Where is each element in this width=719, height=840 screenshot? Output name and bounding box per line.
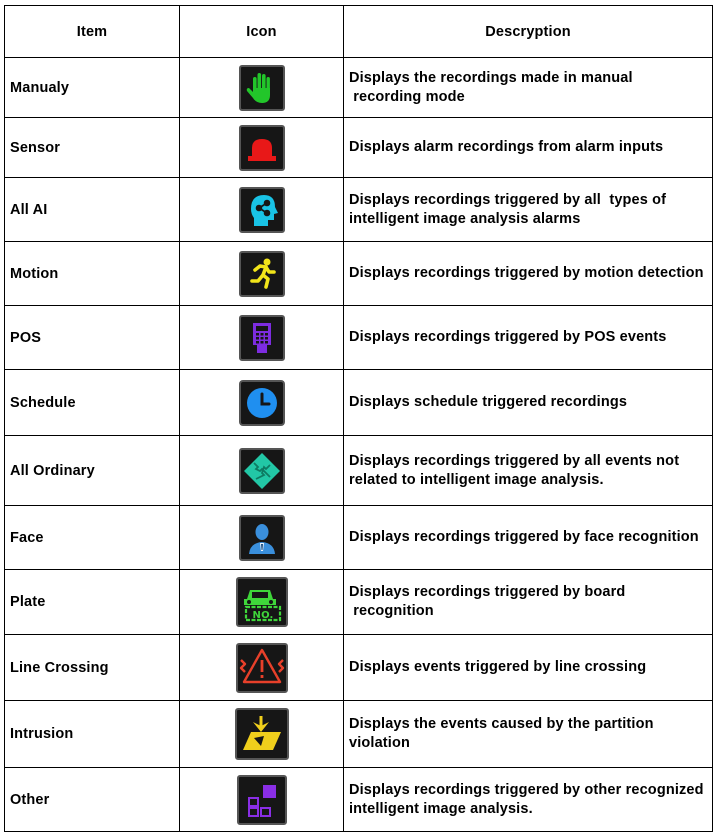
green-hand-icon [239,65,285,111]
item-name: Schedule [5,370,180,436]
item-description: Displays the events caused by the partition violation [344,701,713,768]
table-row [5,242,713,306]
item-description: Displays alarm recordings from alarm inputs [344,118,713,178]
item-name: Sensor [5,118,180,178]
intrusion-area-icon [235,708,289,760]
pos-terminal-icon [239,315,285,361]
table-row [5,306,713,370]
item-description: Displays schedule triggered recordings [344,370,713,436]
item-name: Other [5,768,180,832]
item-name: Manualy [5,58,180,118]
license-plate-car-icon [236,577,288,627]
face-person-icon [239,515,285,561]
table-row [5,506,713,570]
header-icon: Icon [180,6,344,58]
line-crossing-warning-icon [236,643,288,693]
other-squares-icon [237,775,287,825]
item-description: Displays recordings triggered by POS events [344,306,713,370]
table-row [5,701,713,768]
table-row [5,370,713,436]
svg-text:NO.: NO. [252,610,273,621]
table-row [5,570,713,635]
table-row [5,635,713,701]
red-alarm-light-icon [239,125,285,171]
item-name: Plate [5,570,180,635]
header-row [5,6,713,58]
item-description: Displays recordings triggered by motion detection [344,242,713,306]
table-row [5,58,713,118]
table-row [5,178,713,242]
item-description: Displays recordings triggered by board recognition [344,570,713,635]
item-description: Displays recordings triggered by all events not related to intelligent image analysis. [344,436,713,506]
table-row [5,768,713,832]
item-name: All Ordinary [5,436,180,506]
item-description: Displays recordings triggered by other recognized intelligent image analysis. [344,768,713,832]
item-name: Motion [5,242,180,306]
item-name: POS [5,306,180,370]
running-person-icon [239,251,285,297]
clock-icon [239,380,285,426]
item-description: Displays recordings triggered by all types of intelligent image analysis alarms [344,178,713,242]
header-description: Descryption [344,6,713,58]
item-name: All AI [5,178,180,242]
puzzle-diamond-icon [239,448,285,494]
item-name: Intrusion [5,701,180,768]
item-name: Face [5,506,180,570]
item-name: Line Crossing [5,635,180,701]
table-row [5,436,713,506]
item-description: Displays recordings triggered by face recognition [344,506,713,570]
ai-head-icon [239,187,285,233]
item-description: Displays the recordings made in manual recording mode [344,58,713,118]
recording-type-legend-table [4,5,713,832]
table-row [5,118,713,178]
item-description: Displays events triggered by line crossing [344,635,713,701]
header-item: Item [5,6,180,58]
